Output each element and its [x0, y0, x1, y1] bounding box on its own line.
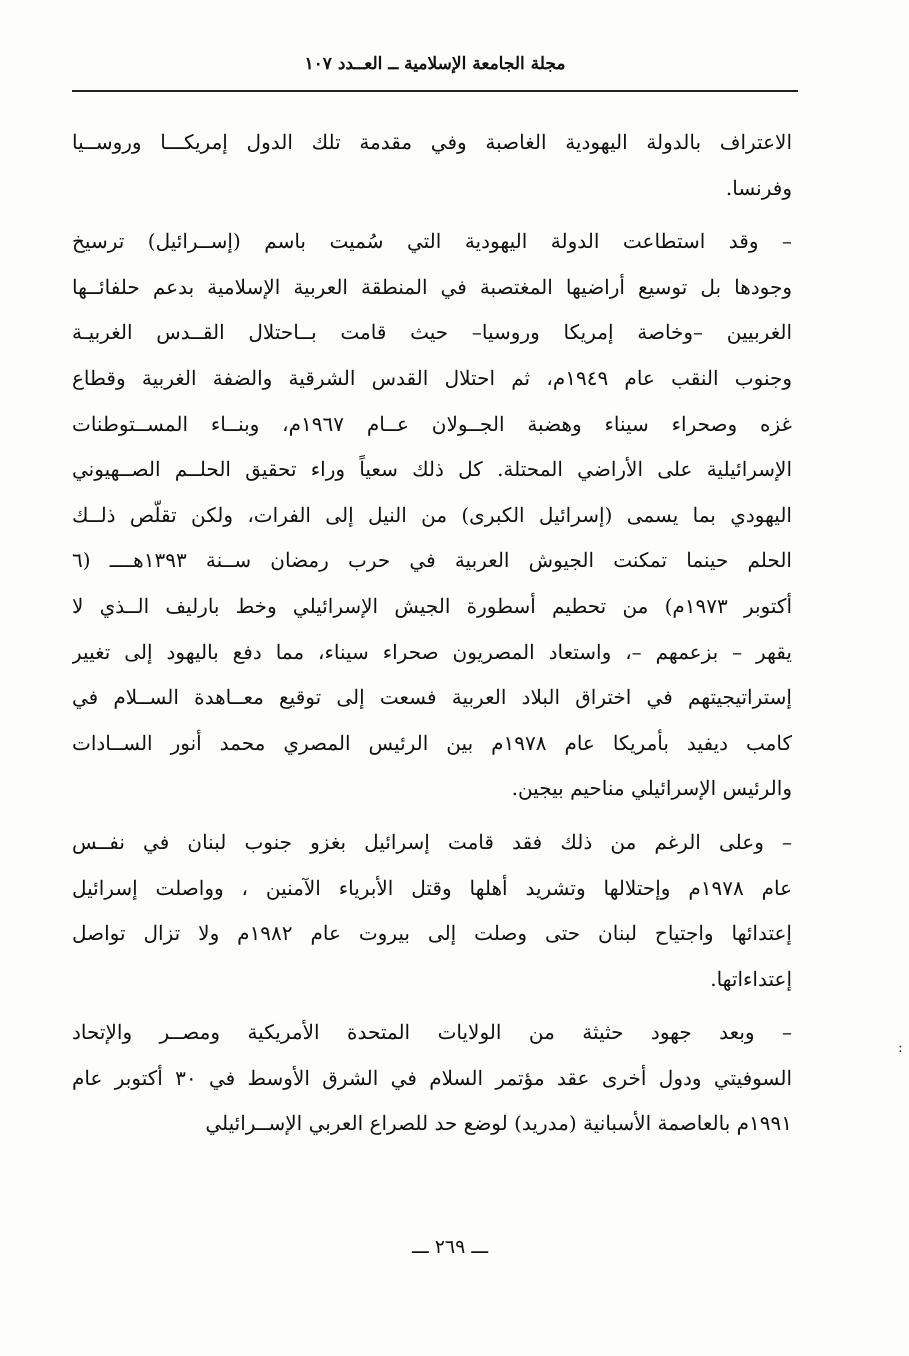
- paragraph-gap: [72, 1002, 792, 1010]
- text-line: إستراتيجيتهم في اختراق البلاد العربية فسعت إلى توقيع معــاهدة الســلام في: [72, 685, 792, 710]
- text-line: اليهودي بما يسمى (إسرائيل الكبرى) من النيل إلى الفرات، ولكن تقلّص ذلــك: [72, 502, 792, 527]
- text-line: الإسرائيلية على الأراضي المحتلة. كل ذلك سعياً وراء تحقيق الحلــم الصــهيوني: [72, 457, 792, 482]
- text-line: وجودها بل توسيع أراضيها المغتصبة في المنطقة العربية الإسلامية بدعم حلفائــها: [72, 274, 792, 299]
- text-line: كامب ديفيد بأمريكا عام ١٩٧٨م بين الرئيس المصري محمد أنور الســادات: [72, 730, 792, 755]
- text-line: إعتداءاتها.: [710, 966, 792, 991]
- page-number: ـــ ٢٦٩ ـــ: [411, 1236, 489, 1258]
- text-line: إعتدائها واجتياح لبنان حتى وصلت إلى بيروت عام ١٩٨٢م ولا تزال تواصل: [72, 921, 792, 946]
- text-line: الغربيين –وخاصة إمريكا وروسيا– حيث قامت بــاحتلال القــدس الغربيـة: [72, 320, 792, 345]
- text-line: وجنوب النقب عام ١٩٤٩م، ثم احتلال القدس الشرقية والضفة الغربية وقطاع: [72, 365, 792, 390]
- text-line: – وبعد جهود حثيثة من الولايات المتحدة الأمريكية ومصــر والإتحاد: [72, 1020, 792, 1045]
- text-line: والرئيس الإسرائيلي مناحيم بيجين.: [511, 776, 792, 801]
- running-header: مجلة الجامعة الإسلامية ــ العــدد ١٠٧: [304, 54, 566, 74]
- text-line: السوفيتي ودول أخرى عقد مؤتمر السلام في الشرق الأوسط في ٣٠ أكتوبر عام: [72, 1065, 792, 1090]
- text-line: غزه وصحراء سيناء وهضبة الجــولان عــام ١٩٦٧م، وبنــاء المســتوطنات: [72, 411, 792, 436]
- header-divider: [72, 90, 798, 92]
- text-line: الحلم حينما تمكنت الجيوش العربية في حرب رمضان ســنة ١٣٩٣هــــ (٦: [72, 548, 792, 573]
- margin-mark: :: [898, 1040, 903, 1056]
- paragraph-gap: [72, 812, 792, 820]
- text-line: الاعتراف بالدولة اليهودية الغاصبة وفي مقدمة تلك الدول إمريكـــا وروســيا: [72, 130, 792, 154]
- text-line: عام ١٩٧٨م وإحتلالها وتشريد أهلها وقتل الأبرياء الآمنين ، وواصلت إسرائيل: [72, 875, 792, 900]
- body-text: [72, 120, 792, 1147]
- text-line: أكتوبر ١٩٧٣م) من تحطيم أسطورة الجيش الإسرائيلي وخط بارليف الــذي لا: [72, 593, 792, 618]
- text-line: وفرنسا.: [725, 175, 792, 200]
- text-line: ١٩٩١م بالعاصمة الأسبانية (مدريد) لوضع حد للصراع العربي الإســرائيلي: [205, 1111, 792, 1136]
- paragraph-gap: [72, 211, 792, 219]
- text-line: – وعلى الرغم من ذلك فقد قامت إسرائيل بغزو جنوب لبنان في نفــس: [72, 829, 792, 854]
- text-line: يقهر – بزعمهم –، واستعاد المصريون صحراء سيناء، مما دفع باليهود إلى تغيير: [72, 639, 792, 664]
- text-line: – وقد استطاعت الدولة اليهودية التي سُميت باسم (إســرائيل) ترسيخ: [72, 229, 792, 254]
